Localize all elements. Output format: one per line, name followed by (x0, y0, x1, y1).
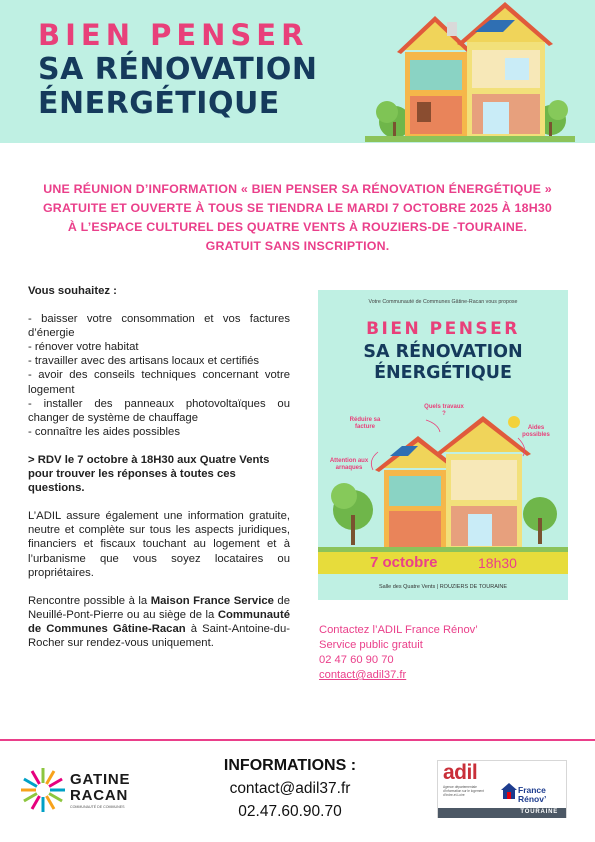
poster-title-line3: ÉNERGÉTIQUE (374, 363, 512, 383)
rencontre-text: Rencontre possible à la (28, 594, 151, 607)
wish-item: - avoir des conseils techniques concernant votre logement (28, 369, 290, 396)
contact-email-link[interactable]: contact@adil37.fr (319, 669, 407, 681)
gatine-racan-logo-text: GATINE (70, 771, 131, 788)
poster-bubble-aid: Aides possibles (522, 425, 550, 438)
informations-email[interactable]: contact@adil37.fr (229, 780, 351, 797)
informations-phone: 02.47.60.90.70 (238, 803, 342, 820)
adil-logo-text: adil (443, 761, 478, 784)
main-text-column (28, 284, 290, 664)
adil-description: Agence départementale d’information sur le logement d’Indre-et-Loire (443, 785, 484, 797)
wish-item: - travailler avec des artisans locaux et certifiés (28, 355, 260, 368)
france-renov-house-icon (500, 781, 518, 801)
gatine-racan-tagline: COMMUNAUTÉ DE COMMUNES (70, 805, 125, 809)
contact-line-service: Service public gratuit (319, 639, 423, 651)
gatine-racan-star-icon (20, 767, 66, 813)
intro-line-3: À L’ESPACE CULTUREL DES QUATRE VENTS À ROUZIERS-DE -TOURAINE. (67, 220, 528, 234)
france-renov-text: France (518, 785, 546, 795)
contact-phone: 02 47 60 90 70 (319, 654, 394, 666)
poster-bottom-text: Salle des Quatre Vents | ROUZIERS DE TOURAINE (378, 584, 508, 590)
adil-paragraph: L’ADIL assure également une information gratuite, neutre et complète sur tous les aspects juridiques, financiers et fiscaux touchant au logement et à l’urbanisme que vous soyez locataires ou propriétaires. (28, 510, 290, 579)
adil-france-renov-logo (437, 760, 567, 818)
contact-line-adil: Contactez l’ADIL France Rénov’ (319, 624, 478, 636)
footer-informations (195, 757, 385, 821)
poster-bubble-reduce: Réduire sa facture (349, 417, 381, 430)
poster-bubble-scams: Attention aux arnaques (329, 458, 369, 471)
touraine-label: TOURAINE (520, 809, 558, 815)
poster-date-bar (318, 552, 568, 574)
rencontre-paragraph (28, 594, 290, 650)
wishes-title: Vous souhaitez : (28, 285, 117, 297)
banner-title-line3: ÉNERGÉTIQUE (38, 86, 280, 121)
poster-time: 18h30 (478, 555, 517, 571)
wish-item: - rénover votre habitat (28, 341, 139, 354)
rencontre-text: de Neuillé-Pont-Pierre ou au siège de la (28, 594, 290, 621)
poster-top-text: Votre Communauté de Communes Gâtine-Racan vous propose (368, 299, 518, 305)
banner-title-line2: SA RÉNOVATION (38, 52, 318, 87)
wish-item: - baisser votre consommation et vos factures d’énergie (28, 313, 290, 340)
intro-line-4: GRATUIT SANS INSCRIPTION. (205, 239, 390, 253)
communaute-de-communes: Communauté de Communes Gâtine-Racan (28, 608, 290, 635)
france-renov-text: Rénov’ (518, 794, 547, 804)
maison-france-service: Maison France Service (150, 594, 274, 607)
rencontre-text: à Saint-Antoine-du-Rocher sur rendez-vous uniquement. (28, 622, 290, 649)
wishes-list (28, 312, 290, 439)
gatine-racan-logo (20, 765, 150, 815)
wish-item: - installer des panneaux photovoltaïques ou changer de système de chauffage (28, 397, 290, 424)
house-illustration (365, 2, 575, 142)
banner-title-line1: BIEN PENSER (38, 18, 309, 52)
poster-bubble-works: Quels travaux ? (424, 404, 464, 417)
footer-divider (0, 739, 595, 741)
poster-date: 7 octobre (370, 554, 438, 571)
poster-title-line1: BIEN PENSER (366, 319, 520, 339)
rdv-paragraph: > RDV le 7 octobre à 18H30 aux Quatre Vents pour trouver les réponses à toutes ces questions. (28, 453, 270, 495)
intro-line-2: GRATUITE ET OUVERTE À TOUS SE TIENDRA LE MARDI 7 OCTOBRE 2025 À 18H30 (42, 201, 553, 215)
intro-announcement (40, 180, 555, 256)
wish-item: - connaître les aides possibles (28, 425, 180, 438)
contact-block (319, 623, 478, 683)
header-banner (0, 0, 595, 143)
intro-line-1: UNE RÉUNION D’INFORMATION « BIEN PENSER SA RÉNOVATION ÉNERGÉTIQUE » (43, 182, 552, 196)
poster-title-line2: SA RÉNOVATION (363, 342, 523, 362)
gatine-racan-logo-text: RACAN (70, 787, 129, 804)
informations-title: INFORMATIONS : (223, 757, 357, 774)
event-poster (318, 290, 568, 600)
